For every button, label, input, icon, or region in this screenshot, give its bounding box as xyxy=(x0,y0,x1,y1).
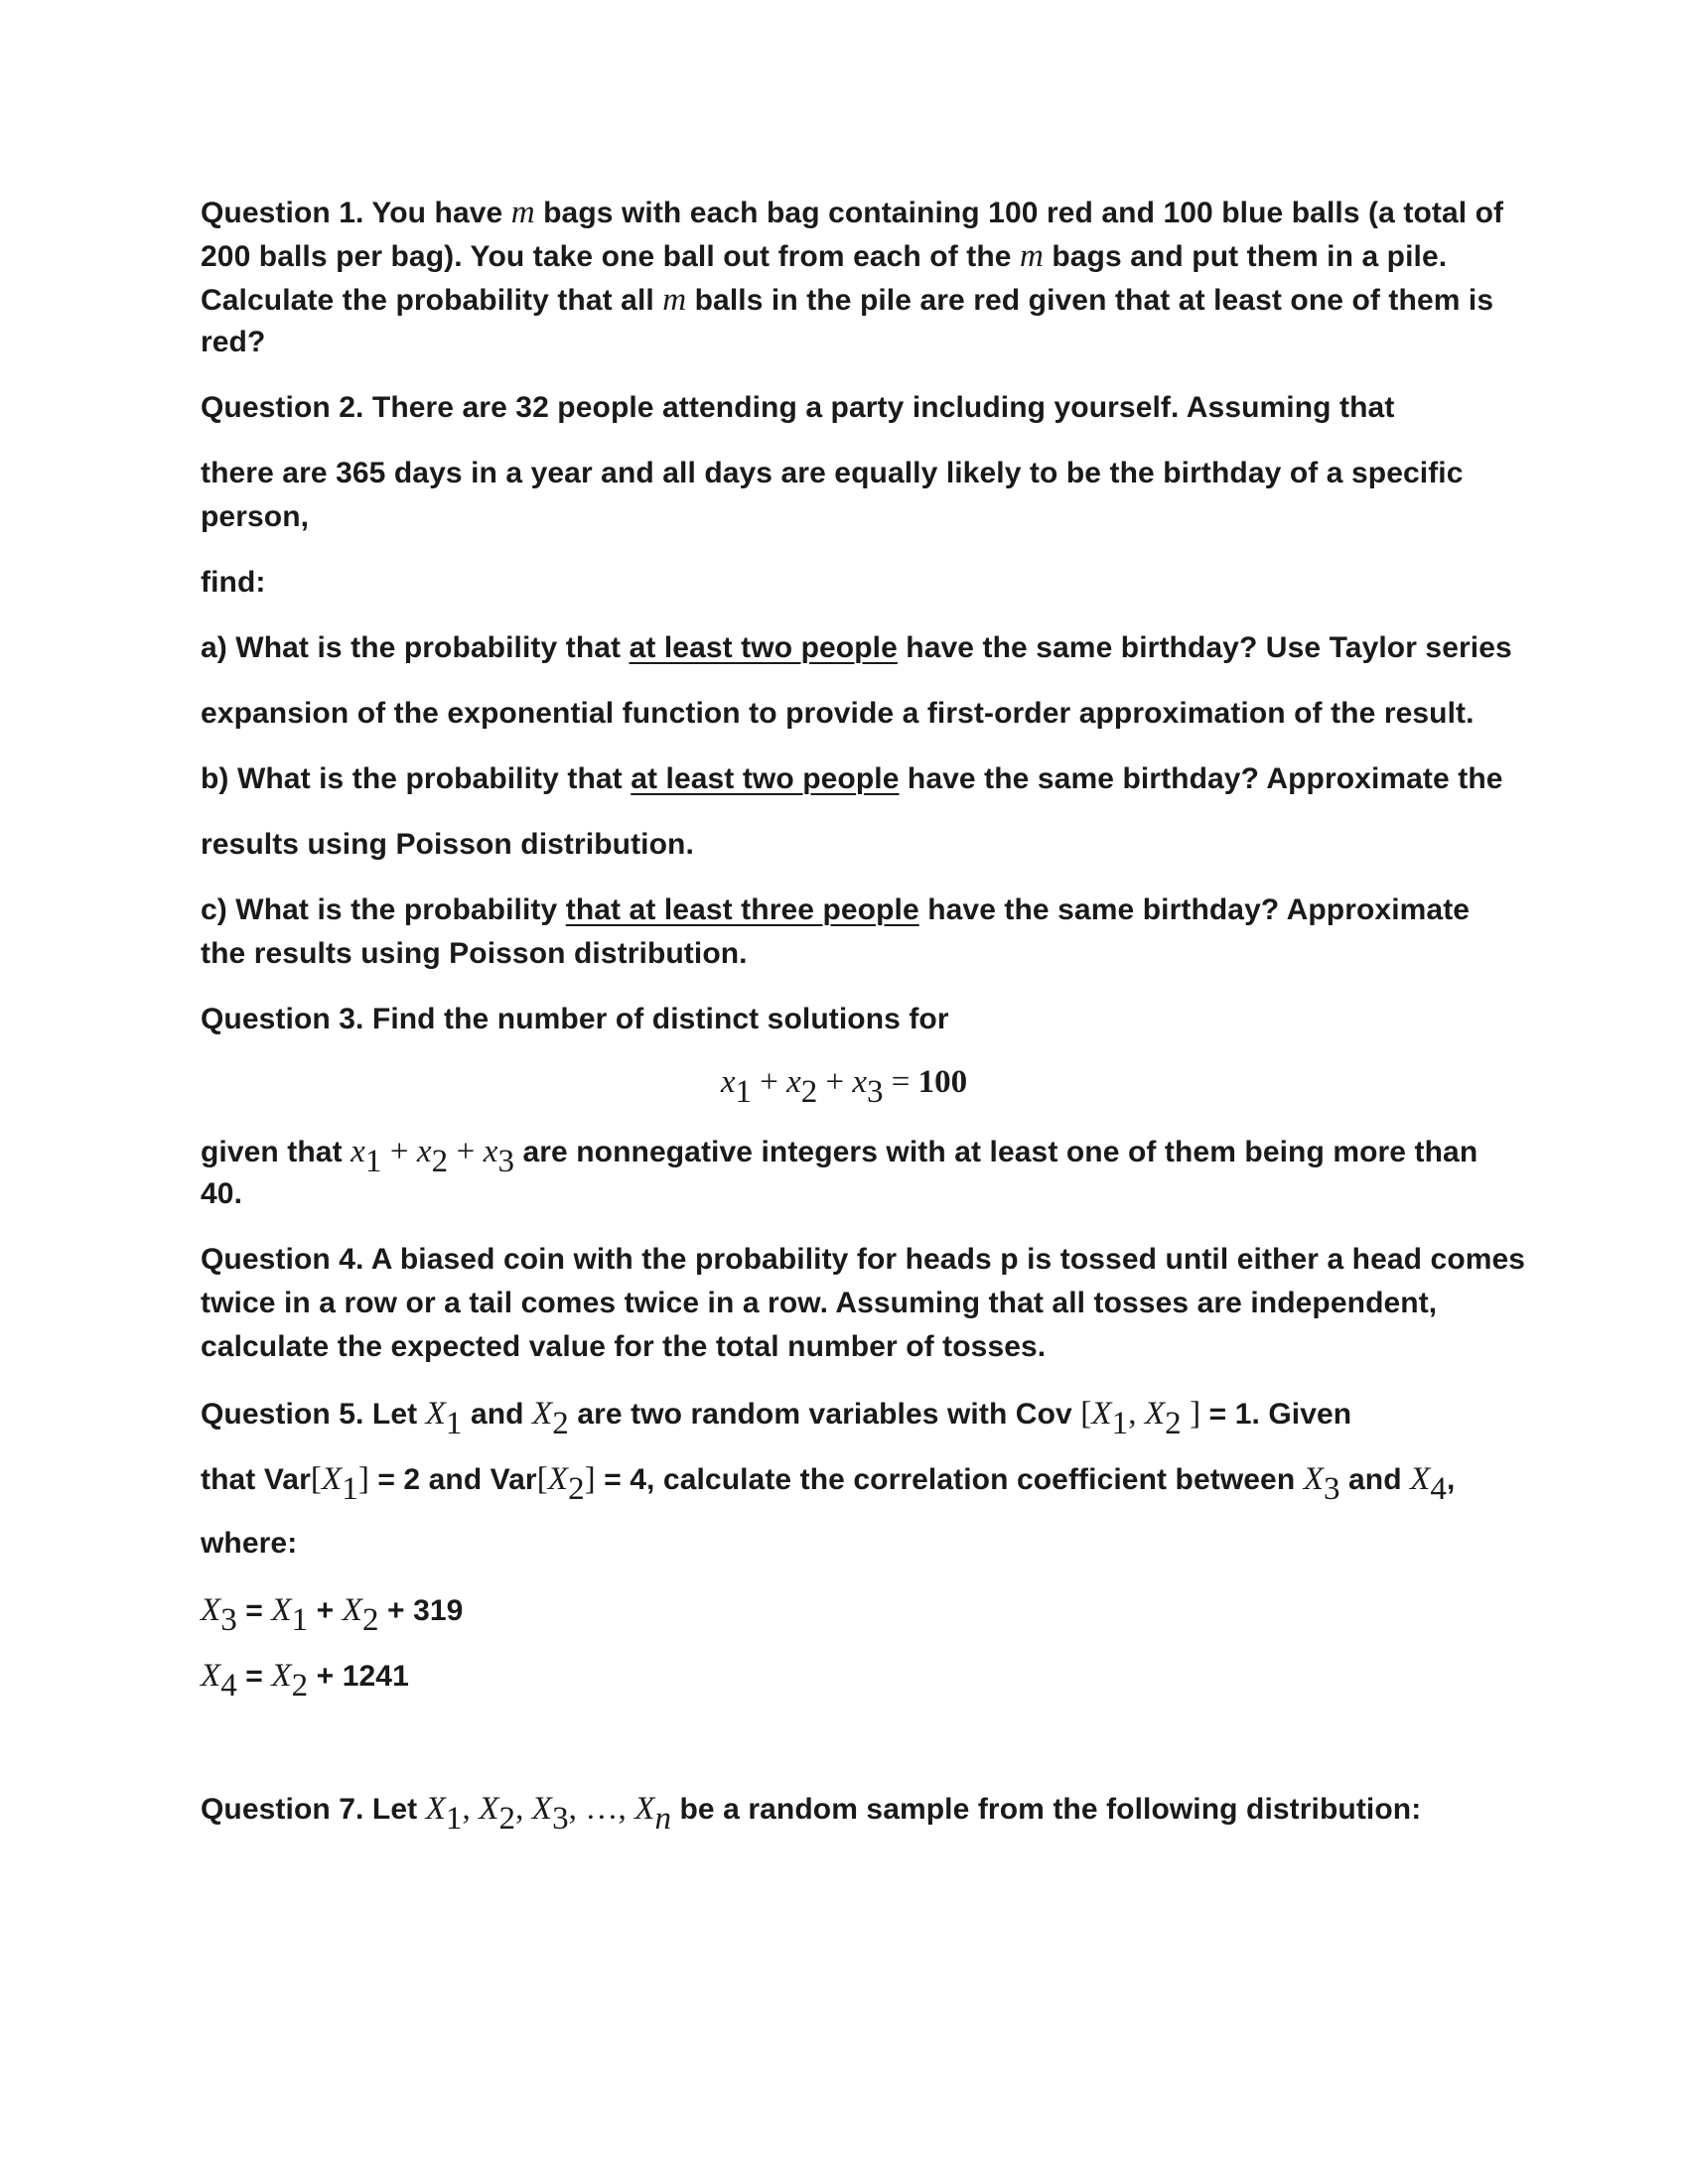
q1-line-1: Question 1. You have m bags with each bag containing 100 red and 100 blue balls (a total of xyxy=(201,195,1504,230)
q2-line-3: person, xyxy=(201,500,310,533)
q2-line-2: there are 365 days in a year and all days are equally likely to be the birthday of a specific xyxy=(201,457,1464,489)
q2a-line-2: expansion of the exponential function to provide a first-order approximation of the result. xyxy=(201,697,1475,730)
q4-line-3: calculate the expected value for the total number of tosses. xyxy=(201,1330,1047,1363)
q2c-line-2: the results using Poisson distribution. xyxy=(201,937,748,970)
q2-line-1: Question 2. There are 32 people attending a party including yourself. Assuming that xyxy=(201,391,1395,424)
q2b-line-2: results using Poisson distribution. xyxy=(201,828,694,861)
q1-line-4: red? xyxy=(201,326,266,358)
q5-equation-2: $X_4 = X_2 + 1241$ xyxy=(201,1658,409,1704)
q3-line-1: Question 3. Find the number of distinct solutions for xyxy=(201,1003,949,1035)
q3-equation: $x_1 + x_2 + x_3 = 100$ xyxy=(720,1064,968,1110)
q5-line-3: where: xyxy=(201,1527,298,1560)
q2a-line-1: a) What is the probability that at least two people have the same birthday? Use Taylor series xyxy=(201,631,1512,664)
q5-line-1: Question 5. Let $X_1$ and $X_2$ are two random variables with Cov [$X_1$, $X_2$ ] = 1. Given xyxy=(201,1396,1352,1441)
q1-line-2: 200 balls per bag). You take one ball out from each of the m bags and put them in a pile. xyxy=(201,238,1448,274)
q3-line-2: given that $x_1 + x_2 + x_3$ are nonnegative integers with at least one of them being more than xyxy=(201,1134,1478,1179)
q5-line-2: that $Var[X_1] = 2$ and $Var[X_2] = 4$, calculate the correlation coefficient between $X_3$ and $X_4$, xyxy=(201,1461,1456,1507)
q5-equation-1: $X_3 = X_1 + X_2 + 319$ xyxy=(201,1592,464,1638)
q4-line-2: twice in a row or a tail comes twice in a row. Assuming that all tosses are independent, xyxy=(201,1287,1438,1319)
q2c-line-1: c) What is the probability that at least three people have the same birthday? Approximate xyxy=(201,893,1471,926)
q2-line-4: find: xyxy=(201,566,266,599)
q3-line-3: 40. xyxy=(201,1177,243,1210)
q1-line-3: Calculate the probability that all m balls in the pile are red given that at least one of them is xyxy=(201,282,1494,318)
q2b-line-1: b) What is the probability that at least two people have the same birthday? Approximate the xyxy=(201,762,1503,795)
q7-line-1: Question 7. Let $X_1$, $X_2$, $X_3$, …, $X_n$ be a random sample from the following distribution: xyxy=(201,1791,1422,1837)
q4-line-1: Question 4. A biased coin with the probability for heads p is tossed until either a head comes xyxy=(201,1243,1526,1276)
